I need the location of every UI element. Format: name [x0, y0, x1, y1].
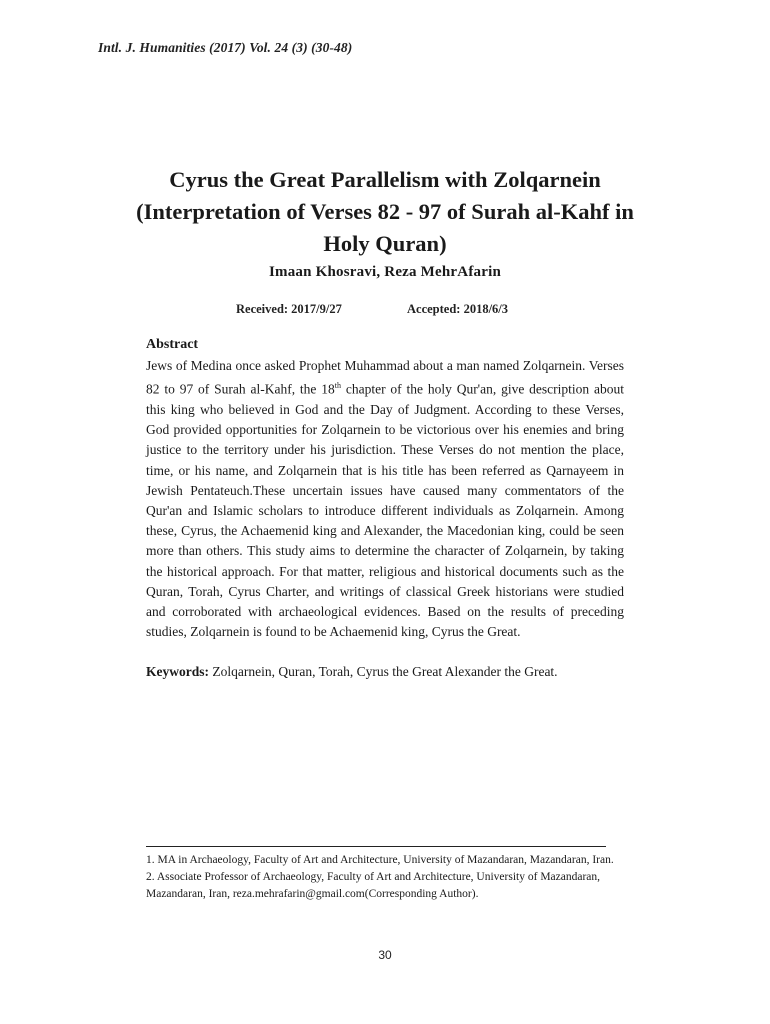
- title-line-2: (Interpretation of Verses 82 - 97 of Surah al-Kahf in: [136, 199, 634, 224]
- abstract-text-part-2: chapter of the holy Qur'an, give description about this king who believed in God and the Day of Judgment. According to these Verses, God provided opportunities for Zolqarnein to be victorious over his enemies and bring justice to the territory under his jurisdiction. These Verses do not mention the place, time, or his name, and Zolqarnein that is his title has been referred as Qarnayeem in Jewish Pentateuch.These uncertain issues have caused many commentators of the Qur'an and Islamic scholars to introduce different individuals as Zolqarnein. Among these, Cyrus, the Achaemenid king and Alexander, the Macedonian king, could be seen more than others. This study aims to determine the character of Zolqarnein, by taking the historical approach. For that matter, religious and historical documents such as the Quran, Torah, Cyrus Charter, and writings of classical Greek historians were studied and corroborated with archaeological evidences. Based on the results of preceding studies, Zolqarnein is found to be Achaemenid king, Cyrus the Great.: [146, 381, 624, 640]
- running-head: Intl. J. Humanities (2017) Vol. 24 (3) (30-48): [98, 40, 353, 55]
- abstract-superscript: th: [334, 381, 341, 391]
- received-date: Received: 2017/9/27: [236, 302, 342, 316]
- title-line-1: Cyrus the Great Parallelism with Zolqarnein: [169, 167, 601, 192]
- footnotes: [146, 852, 626, 904]
- page-number: 30: [378, 948, 392, 962]
- accepted-date: Accepted: 2018/6/3: [407, 302, 509, 316]
- footnote-1: 1. MA in Archaeology, Faculty of Art and Architecture, University of Mazandaran, Mazandaran, Iran.: [146, 854, 614, 866]
- title-line-3: Holy Quran): [323, 231, 447, 256]
- keywords-label: Keywords:: [146, 664, 209, 679]
- paper-title: [120, 164, 650, 260]
- abstract-body: [146, 356, 624, 642]
- abstract-heading: Abstract: [146, 337, 199, 352]
- keywords: [146, 662, 624, 682]
- author-list: Imaan Khosravi, Reza MehrAfarin: [268, 264, 501, 280]
- footnote-2: 2. Associate Professor of Archaeology, Faculty of Art and Architecture, University of Mazandaran, Mazandaran, Iran, reza.mehrafarin@gmail.com(Corresponding Author).: [146, 871, 601, 901]
- abstract-text-part-1: Jews of Medina once asked Prophet Muhammad about a man named Zolqarnein. Verses 82 to 97 of Surah al-Kahf, the 18: [146, 358, 624, 397]
- keywords-text: Zolqarnein, Quran, Torah, Cyrus the Great Alexander the Great.: [209, 664, 558, 679]
- footnote-divider: [146, 846, 606, 847]
